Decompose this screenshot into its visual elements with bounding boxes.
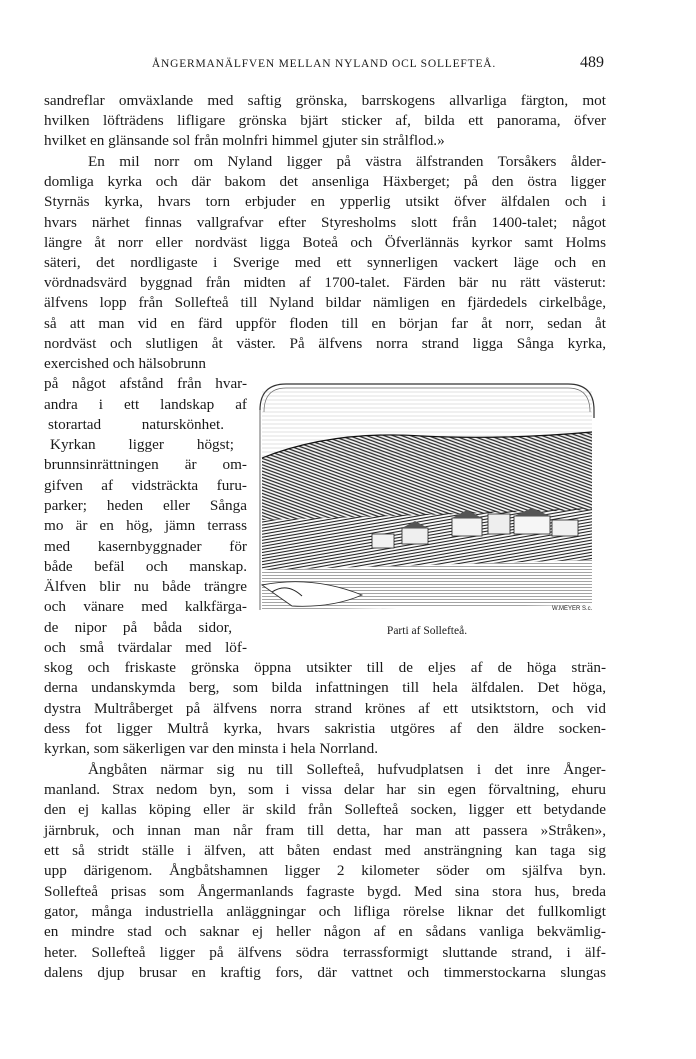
text-line: mo är en hög, jämn terrass: [44, 517, 247, 534]
text-line: på något afstånd från hvar-: [44, 375, 247, 392]
text-line: gator, många industriella anläggningar och lifliga rörelse liknar det fullkomligt: [44, 903, 606, 920]
text-line: brunnsinrättningen är om-: [44, 456, 247, 473]
text-line: de nipor på båda sidor,: [44, 619, 232, 636]
text-line: domliga kyrka och där bakom det ansenliga Häxberget; på den östra ligger: [44, 173, 606, 190]
text-line: derna undanskymda berg, som bilda infattningen till hela älfdalen. Det höga,: [44, 679, 606, 696]
text-line: heter. Sollefteå ligger på älfvens södra terrassformigt sluttande strand, i älf-: [44, 944, 606, 961]
text-line: och små tvärdalar med löf-: [44, 639, 247, 656]
text-line: en mindre stad och saknar ej heller någon af en sådans vanliga bekvämlig-: [44, 923, 606, 940]
text-line: järnbruk, och innan man når fram till detta, har man att passera »Stråken»,: [44, 822, 606, 839]
text-line: Sollefteå prisas som Ångermanlands fagraste bygd. Med sina stora hus, breda: [44, 883, 606, 900]
text-line: den ej kallas köping eller är skild från Sollefteå socken, ligger ett betydande: [44, 801, 606, 818]
running-header: ÅNGERMANÄLFVEN MELLAN NYLAND OCL SOLLEFTEÅ.: [151, 58, 497, 70]
text-line: manland. Strax nedom byn, som i vissa delar har sin egen förvaltning, ehuru: [44, 781, 606, 798]
engraving-illustration: [252, 370, 602, 622]
page-number: 489: [580, 54, 604, 71]
text-line: skog och friskaste grönska öppna utsikter till de eljes af de höga strän-: [44, 659, 606, 676]
text-line: storartad naturskönhet.: [48, 416, 224, 433]
text-line: Kyrkan ligger högst;: [50, 436, 234, 453]
text-line: dystra Multråberget på älfvens norra strand krönes af ett utsiktstorn, och vid: [44, 700, 606, 717]
text-line: vördnadsvärd byggnad från midten af 1700-talet. Färden bär nu rätt västerut:: [44, 274, 606, 291]
text-line: ett så stridt ställe i älfven, att båten endast med ansträngning kan taga sig: [44, 842, 606, 859]
text-line: nordväst och slutligen åt väster. På älfvens norra strand ligga Sånga kyrka,: [44, 335, 606, 352]
text-line: med kasernbyggnader för: [44, 538, 247, 555]
text-line: älfvens lopp från Sollefteå till Nyland bildar nämligen en fjärdedels cirkelbåge,: [44, 294, 606, 311]
text-line: kyrkan, som säkerligen var den minsta i hela Norrland.: [44, 740, 379, 757]
text-line: En mil norr om Nyland ligger på västra älfstranden Torsåkers ålder-: [88, 153, 606, 170]
text-line: Styrnäs kyrka, hvars torn erbjuder en ypperlig utsikt öfver älfdalen och i: [44, 193, 606, 210]
text-line: Ångbåten närmar sig nu till Sollefteå, hufvudplatsen i det inre Ånger-: [88, 761, 606, 778]
text-line: parker; heden eller Sånga: [44, 497, 247, 514]
text-line: upp därigenom. Ångbåtshamnen ligger 2 kilometer söder om själfva byn.: [44, 862, 606, 879]
svg-text:W.MEYER S.c.: W.MEYER S.c.: [552, 606, 593, 612]
text-line: dess fot ligger Multrå kyrka, hvars sakristia utgöres af den äldre socken-: [44, 720, 606, 737]
text-line: Älfven blir nu både trängre: [44, 578, 247, 595]
text-line: hvilken löfträdens lifligare grönska bjärt sticker af, bilda ett panorama, öfver: [44, 112, 606, 129]
text-line: längre åt norr eller nordväst ligga Boteå och Öfverlännäs kyrkor samt Holms: [44, 234, 606, 251]
text-line: exercished och hälsobrunn: [44, 355, 206, 372]
text-line: dalens djup brusar en kraftig fors, där vattnet och timmerstockarna slungas: [44, 964, 606, 981]
text-line: både befäl och manskap.: [44, 558, 247, 575]
text-line: andra i ett landskap af: [44, 396, 247, 413]
text-line: och vänare med kalkfärga-: [44, 598, 247, 615]
text-line: säteri, det nordligaste i Sverige med ett synnerligen vackert läge och en: [44, 254, 606, 271]
text-line: sandreflar omväxlande med saftig grönska, barrskogens allvarliga färgton, mot: [44, 92, 606, 109]
text-line: så att man vid en färd uppför floden till en början far åt norr, sedan åt: [44, 315, 606, 332]
text-line: gifven af vidsträckta furu-: [44, 477, 247, 494]
text-line: hvilket en glänsande sol från molnfri himmel gjuter sin strålflod.»: [44, 132, 445, 149]
illustration-caption: Parti af Sollefteå.: [386, 625, 468, 637]
text-line: hvars närhet finnas vallgrafvar efter Styresholms slott från 1400-talet; något: [44, 214, 606, 231]
